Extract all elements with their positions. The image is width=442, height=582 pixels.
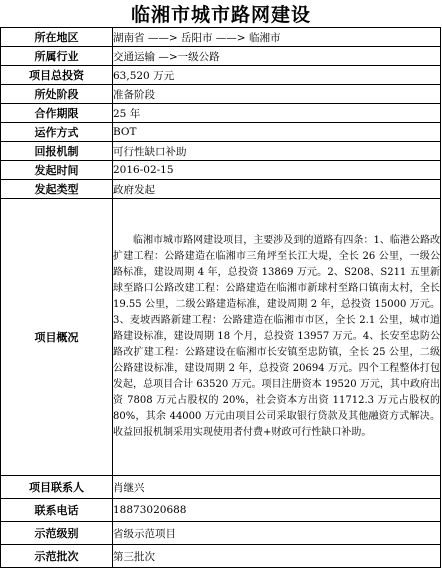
return-mechanism-label: 回报机制	[1, 142, 113, 161]
operation-value: BOT	[113, 123, 441, 142]
table-row	[1, 47, 441, 66]
initiator-type-value: 政府发起	[113, 180, 441, 199]
table-row	[1, 522, 441, 545]
industry-label: 所属行业	[1, 47, 113, 66]
operation-label: 运作方式	[1, 123, 113, 142]
overview-cell	[113, 199, 441, 476]
table-row	[1, 476, 441, 499]
table-row	[1, 545, 441, 568]
page-title: 临湘市城市路网建设	[130, 3, 311, 26]
phone-label: 联系电话	[1, 499, 113, 522]
table-row	[1, 66, 441, 85]
overview-label: 项目概况	[1, 199, 113, 476]
stage-label: 所处阶段	[1, 85, 113, 104]
demo-level-label: 示范级别	[1, 522, 113, 545]
initiator-type-label: 发起类型	[1, 180, 113, 199]
table-row	[1, 161, 441, 180]
table-row	[1, 142, 441, 161]
region-label: 所在地区	[1, 28, 113, 47]
investment-value: 63,520 万元	[113, 66, 441, 85]
demo-level-value: 省级示范项目	[113, 522, 441, 545]
table-row	[1, 123, 441, 142]
return-mechanism-value: 可行性缺口补助	[113, 142, 441, 161]
phone-value: 18873020688	[113, 499, 441, 522]
region-value: 湖南省 ——> 岳阳市 ——> 临湘市	[113, 28, 441, 47]
contact-value: 肖继兴	[113, 476, 441, 499]
investment-label: 项目总投资	[1, 66, 113, 85]
overview-text: 临湘市城市路网建设项目，主要涉及到的道路有四条：1、临港公路改扩建工程：公路建造在临湘市三角坪至长江大堤，全长 26 公里，一级公路标准，建设周期 4 年，总投资 13869 万元。2、S208、S211 五里新球至路口公路改建工程：公路建造在临湘市新球村至路口镇南太村，全长 19.55 公里，二级公路建造标准，建设周期 2 年，总投资 15000 万元。3、麦坡西路新建工程：公路建造在临湘市市区，全长 2.1 公里，城市道路建设标准，建设周期 18 个月，总投资 13957 万元。4、长安至忠防公路改扩建工程：公路建设在临湘市长安镇至忠防镇，全长 25 公里，二级公路建设标准，建设周期 2 年，总投资 20694 万元。四个工程整体打包发起，总项目合计 63520 万元。项目注册资本 19520 万元，其中政府出资 7808 万元占股权的 20%，社会资本方出资 11712.3 万元占股权的 80%，其余 44000 万元由项目公司采取银行贷款及其他融资方式解决。收益回报机制采用实现使用者付费+财政可行性缺口补助。	[113, 235, 440, 438]
industry-value: 交通运输 —>一级公路	[113, 47, 441, 66]
initiation-date-value: 2016-02-15	[113, 161, 441, 180]
demo-batch-label: 示范批次	[1, 545, 113, 568]
term-label: 合作期限	[1, 104, 113, 123]
table-row	[1, 199, 441, 476]
table-row	[1, 85, 441, 104]
project-info-table	[0, 27, 441, 568]
demo-batch-value: 第三批次	[113, 545, 441, 568]
table-row	[1, 180, 441, 199]
table-row	[1, 499, 441, 522]
stage-value: 准备阶段	[113, 85, 441, 104]
table-row	[1, 28, 441, 47]
term-value: 25 年	[113, 104, 441, 123]
initiation-date-label: 发起时间	[1, 161, 113, 180]
contact-label: 项目联系人	[1, 476, 113, 499]
table-row	[1, 104, 441, 123]
